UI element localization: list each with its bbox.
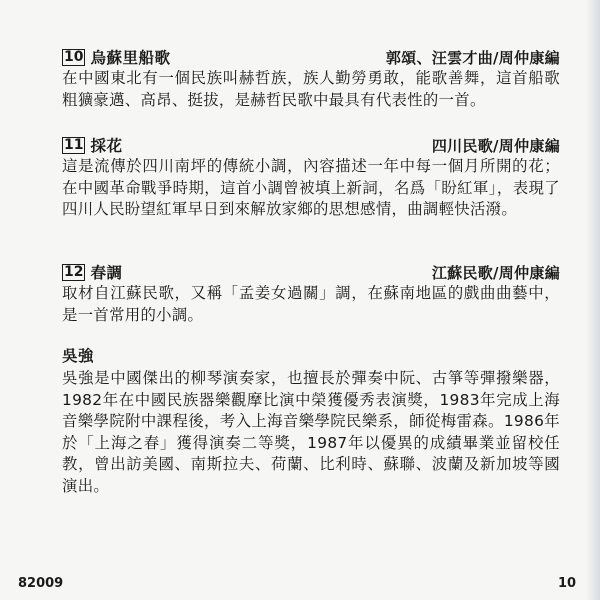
performer-bio xyxy=(62,344,560,497)
track-number: 10 xyxy=(64,48,84,65)
track-description: 在中國東北有一個民族叫赫哲族，族人勤勞勇敢，能歌善舞，這首船歌粗獷豪邁、高昂、挺拔，是赫哲民歌中最具有代表性的一首。 xyxy=(62,69,560,109)
track-number: 12 xyxy=(64,263,84,280)
catalog-number: 82009 xyxy=(18,576,64,591)
track-entry-12 xyxy=(62,261,560,326)
track-heading xyxy=(62,46,560,68)
track-description: 這是流傳於四川南坪的傳統小調，內容描述一年中每一個月所開的花；在中國革命戰爭時期，這首小調曾被填上新詞，名爲「盼紅軍」，表現了四川人民盼望紅軍早日到來解放家鄉的思想感情，曲調輕快活潑。 xyxy=(62,157,560,218)
track-heading xyxy=(62,134,560,156)
track-description: 取材自江蘇民歌，又稱「孟姜女過關」調，在蘇南地區的戲曲曲藝中，是一首常用的小調。 xyxy=(62,284,560,324)
track-entry-11 xyxy=(62,134,560,221)
track-title: 烏蘇里船歌 xyxy=(90,49,171,67)
page-edge-shadow xyxy=(586,0,600,600)
performer-name: 吳強 xyxy=(62,347,95,365)
track-number: 11 xyxy=(64,136,84,153)
track-heading xyxy=(62,261,560,283)
track-credit: 江蘇民歌/周仲康編 xyxy=(431,264,560,282)
track-entry-10 xyxy=(62,46,560,111)
performer-bio-text: 吳強是中國傑出的柳琴演奏家，也擅長於彈奏中阮、古箏等彈撥樂器，1982年在中國民族器樂觀摩比演中榮獲優秀表演獎，1983年完成上海音樂學院附中課程後，考入上海音樂學院民樂系，師從梅雷森。1986年於「上海之春」獲得演奏二等獎，1987年以優異的成績畢業並留校任教，曾出訪美國、南斯拉夫、荷蘭、比利時、蘇聯、波蘭及新加坡等國演出。 xyxy=(62,369,560,495)
track-title: 採花 xyxy=(90,137,123,155)
page-number: 10 xyxy=(558,576,577,591)
track-title: 春調 xyxy=(90,264,123,282)
track-credit: 四川民歌/周仲康編 xyxy=(431,137,560,155)
track-credit: 郭頌、汪雲才曲/周仲康編 xyxy=(385,49,560,67)
